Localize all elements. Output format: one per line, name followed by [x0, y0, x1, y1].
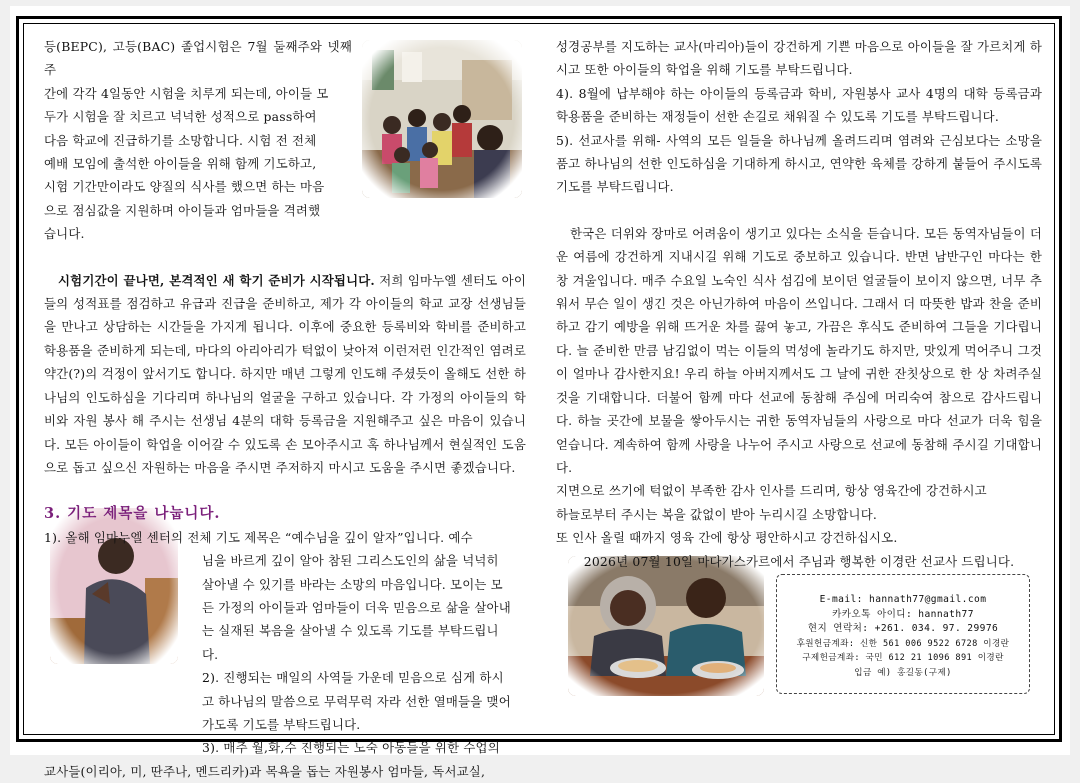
prayer-item-1-lead: 1). 올해 임마누엘 센터의 전체 기도 제목은 “예수님을 깊이 알자”입니다. 예수	[44, 529, 473, 545]
contact-account-relief: 구제헌금계좌: 국민 612 21 1096 891 이경란	[802, 653, 1004, 663]
prayer-item-2-line: 가도록 기도를 부탁드립니다.	[202, 716, 361, 732]
contact-box	[776, 574, 1030, 694]
exam-line-8: 습니다.	[44, 226, 85, 242]
prayer-item-2-line: 고 하나님의 말씀으로 무럭무럭 자라 선한 열매들을 맺어	[202, 693, 511, 709]
prayer-item-1-line: 님을 바르게 깊이 알아 참된 그리스도인의 삶을 넉넉히	[202, 553, 499, 569]
exam-line-2: 간에 각각 4일동안 시험을 치루게 되는데, 아이들 모	[44, 85, 329, 101]
exam-paragraph	[44, 35, 526, 246]
section-heading: 3. 기도 제목을 나눕니다.	[44, 505, 221, 523]
prayer-item-1-end: 다.	[202, 646, 219, 662]
prayer-item-3-continued: 성경공부를 지도하는 교사(마리아)들이 강건하게 기쁜 마음으로 아이들을 잘 가르치게 하시고 또한 아이들의 학업을 위해 기도를 부탁드립니다.	[556, 39, 1042, 78]
thanks-line: 지면으로 쓰기에 턱없이 부족한 감사 인사를 드리며, 항상 영육간에 강건하시고	[556, 483, 987, 499]
prayer-item-5: 5). 선교사를 위해- 사역의 모든 일들을 하나님께 올려드리며 염려와 근심보다는 소망을 품고 하나님의 선한 인도하심을 기대하게 하시고, 연약한 육체를 강하게 붙들어 주시도록 기도를 부탁드립니다.	[556, 132, 1042, 195]
prayer-item-1-line: 살아낼 수 있기를 바라는 소망의 마음입니다. 모이는 모	[202, 576, 503, 592]
new-semester-lead: 시험기간이 끝나면, 본격적인 새 학기 준비가 시작됩니다.	[58, 272, 375, 288]
prayer-item-3-line: 교사들(이리아, 미, 딴주나, 멘드리카)과 목욕을 돕는 자원봉사 엄마들, 독서교실,	[44, 763, 486, 779]
prayer-item-1-line: 든 가정의 아이들과 엄마들이 더욱 믿음으로 삶을 살아내	[202, 599, 511, 615]
new-semester-paragraph	[44, 269, 526, 480]
left-column	[44, 35, 526, 783]
contact-kakao: 카카오톡 아이디: hannath77	[832, 608, 974, 620]
exam-line-4: 다음 학교에 진급하기를 소망합니다. 시험 전 전체	[44, 132, 317, 148]
closing-paragraph: 한국은 더위와 장마로 어려움이 생기고 있다는 소식을 듣습니다. 모든 동역자님들이 더운 여름에 강건하게 지내시길 위해 기도로 중보하고 있습니다. 반면 남반구인 마다는 한창 겨울입니다. 매주 수요일 노숙인 식사 섬김에 보이던 얼굴들이 보이지 않으면, 너무 추워서 무슨 일이 생긴 것은 아닌가하여 마음이 쓰입니다. 그래서 더 따뜻한 밥과 찬을 준비하고 감기 예방을 위해 뜨거운 차를 끓여 놓고, 가끔은 후식도 준비하여 그들을 기다립니다. 늘 준비한 만큼 남김없이 먹는 이들의 먹성에 놀라기도 하지만, 맛있게 먹어주니 그것이 얼마나 감사한지요! 우리 하늘 아버지께서도 그 날에 귀한 잔칫상으로 한 상 차려주실 것을 기대합니다. 더불어 함께 마다 선교에 동참해 주심에 머리숙여 참으로 감사드립니다. 하늘 곳간에 보물을 쌓아두시는 귀한 동역자님들의 사랑으로 마다 선교가 더욱 힘을 얻습니다. 계속하여 함께 사랑을 나누어 주시고 사랑으로 선교에 동참해 주시길 기대합니다.	[556, 225, 1042, 475]
contact-phone: 현지 연락처: +261. 034. 97. 29976	[807, 623, 999, 634]
exam-line-5: 예배 모임에 출석한 아이들을 위해 함께 기도하고,	[44, 156, 317, 172]
thanks-line: 하늘로부터 주시는 복을 값없이 받아 누리시길 소망합니다.	[556, 506, 878, 522]
exam-line-6: 시험 기간만이라도 양질의 식사를 했으면 하는 마음	[44, 179, 325, 195]
contact-email: E-mail: hannath77@gmail.com	[819, 594, 987, 605]
right-column	[556, 35, 1042, 573]
prayer-item-3-line: 3). 매주 월,화,수 진행되는 노숙 아동들을 위한 수업의	[202, 740, 500, 756]
signature-date-line: 2026년 07월 10일 마다가스카르에서 주님과 행복한 이경란 선교사 드립니다.	[583, 553, 1015, 569]
prayer-item-2-line: 2). 진행되는 매일의 사역들 가운데 믿음으로 심게 하시	[202, 670, 504, 686]
prayer-item-1-line: 는 실재된 복음을 살아낼 수 있도록 기도를 부탁드립니	[202, 623, 499, 639]
children-eating-image	[568, 556, 764, 696]
new-semester-body: 저희 임마누엘 센터도 아이들의 성적표를 점검하고 유급과 진급을 준비하고, 제가 각 아이들의 학교 교장 선생님들을 만나고 상담하는 시간들을 가지게 됩니다. 이후에 중요한 등록비와 학비를 준비하고 학용품을 준비하게 되는데, 마다의 아리아리가 턱없이 낮아져 이런저런 인간적인 염려로 약간(?)의 걱정이 앞서기도 합니다. 하지만 매년 그렇게 인도해 주셨듯이 올해도 선한 하나님의 인도하심을 기다리며 하나님의 얼굴을 구하고 있습니다. 각 가정의 아이들의 학비와 자원 봉사 해 주시는 선생님 4분의 대학 등록금을 지원해주고 싶은 마음이 있습니다. 모든 아이들이 학업을 이어갈 수 있도록 손 모아주시고 혹 하나님께서 현실적인 도움으로 돕고 싶으신 자원하는 마음을 주시면 주저하지 마시고 도움을 주시면 좋겠습니다.	[44, 272, 526, 475]
contact-account-support: 후원헌금계좌: 신한 561 006 9522 6728 이경란	[796, 638, 1010, 649]
exam-line-1: 등(BEPC), 고등(BAC) 졸업시험은 7월 둘째주와 넷째주	[44, 39, 352, 78]
exam-line-3: 두가 시험을 잘 치르고 넉넉한 성적으로 pass하여	[44, 109, 317, 125]
contact-deposit-note: 입금 예) 홍길동(구제)	[854, 667, 952, 678]
thanks-line: 또 인사 올릴 때까지 영육 간에 항상 평안하시고 강건하십시오.	[556, 530, 898, 546]
children-eating-photo	[568, 556, 764, 696]
prayer-item-4: 4). 8월에 납부해야 하는 아이들의 등록금과 학비, 자원봉사 교사 4명의 대학 등록금과 학용품을 준비하는 재정들이 선한 손길로 채워질 수 있도록 기도를 부탁드립니다.	[556, 85, 1042, 125]
exam-line-7: 으로 점심값을 지원하며 아이들과 엄마들을 격려했	[44, 202, 321, 218]
